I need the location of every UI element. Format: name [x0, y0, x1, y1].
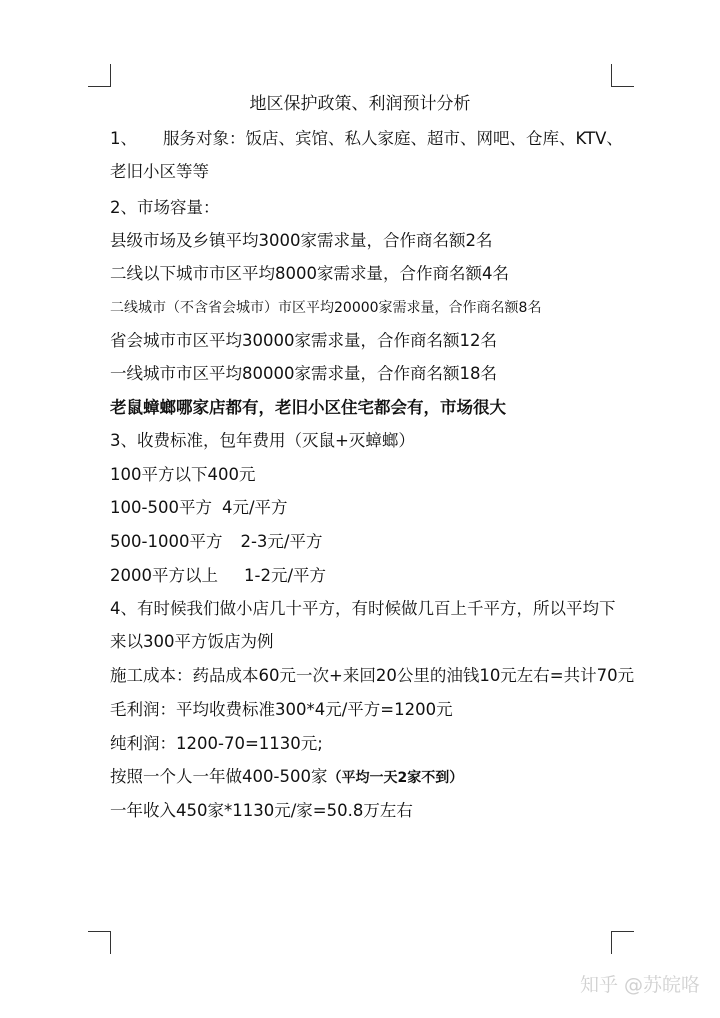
crop-mark-top-left — [88, 64, 111, 87]
price-row-2 — [110, 496, 288, 520]
price-row-1 — [110, 463, 256, 487]
gross-profit: 毛利润：平均收费标准300*4元/平方=1200元 — [110, 700, 453, 719]
section-1-text: 服务对象：饭店、宾馆、私人家庭、超市、网吧、仓库、KTV、 — [163, 129, 623, 148]
section-4-line-2: 来以300平方饭店为例 — [110, 632, 274, 651]
per-person-volume — [110, 765, 463, 790]
per-person-note: （平均一天2家不到） — [327, 770, 464, 786]
document-title: 地区保护政策、利润预计分析 — [249, 94, 471, 114]
section-3-heading: 3、收费标准，包年费用（灭鼠+灭蟑螂） — [110, 431, 415, 450]
per-person-text: 按照一个人一年做400-500家 — [110, 767, 328, 786]
crop-mark-top-right — [611, 64, 634, 87]
price-row-price: 4元/平方 — [221, 498, 288, 517]
section-1-continuation: 老旧小区等等 — [110, 162, 209, 181]
price-row-area: 2000平方以上 — [110, 566, 218, 585]
market-line-county: 县级市场及乡镇平均3000家需求量，合作商名额2名 — [110, 231, 493, 250]
price-row-3 — [110, 530, 322, 554]
net-profit: 纯利润：1200-70=1130元; — [110, 734, 323, 753]
construction-cost: 施工成本：药品成本60元一次+来回20公里的油钱10元左右=共计70元 — [110, 666, 635, 685]
price-row-area: 100-500平方 — [110, 498, 212, 517]
section-4-line-1: 4、有时候我们做小店几十平方，有时候做几百上千平方，所以平均下 — [110, 599, 616, 618]
section-1-line — [110, 127, 623, 151]
market-line-tier1: 一线城市市区平均80000家需求量，合作商名额18名 — [110, 364, 497, 383]
annual-income: 一年收入450家*1130元/家=50.8万左右 — [110, 801, 413, 820]
watermark: 知乎 @苏皖咯 — [579, 974, 700, 996]
price-row-4 — [110, 564, 326, 588]
price-row-price: 1-2元/平方 — [244, 566, 327, 585]
market-line-below-tier2: 二线以下城市市区平均8000家需求量，合作商名额4名 — [110, 264, 509, 283]
crop-mark-bottom-right — [611, 931, 634, 954]
section-1-number: 1、 — [110, 129, 137, 148]
price-row-area: 100平方以下400元 — [110, 465, 256, 484]
market-highlight: 老鼠蟑螂哪家店都有，老旧小区住宅都会有，市场很大 — [110, 398, 506, 417]
market-line-tier2: 二线城市（不含省会城市）市区平均20000家需求量，合作商名额8名 — [110, 300, 542, 316]
section-2-heading: 2、市场容量： — [110, 198, 220, 217]
crop-mark-bottom-left — [88, 931, 111, 954]
price-row-area: 500-1000平方 — [110, 532, 223, 551]
price-row-price: 2-3元/平方 — [240, 532, 323, 551]
market-line-provincial: 省会城市市区平均30000家需求量，合作商名额12名 — [110, 331, 497, 350]
